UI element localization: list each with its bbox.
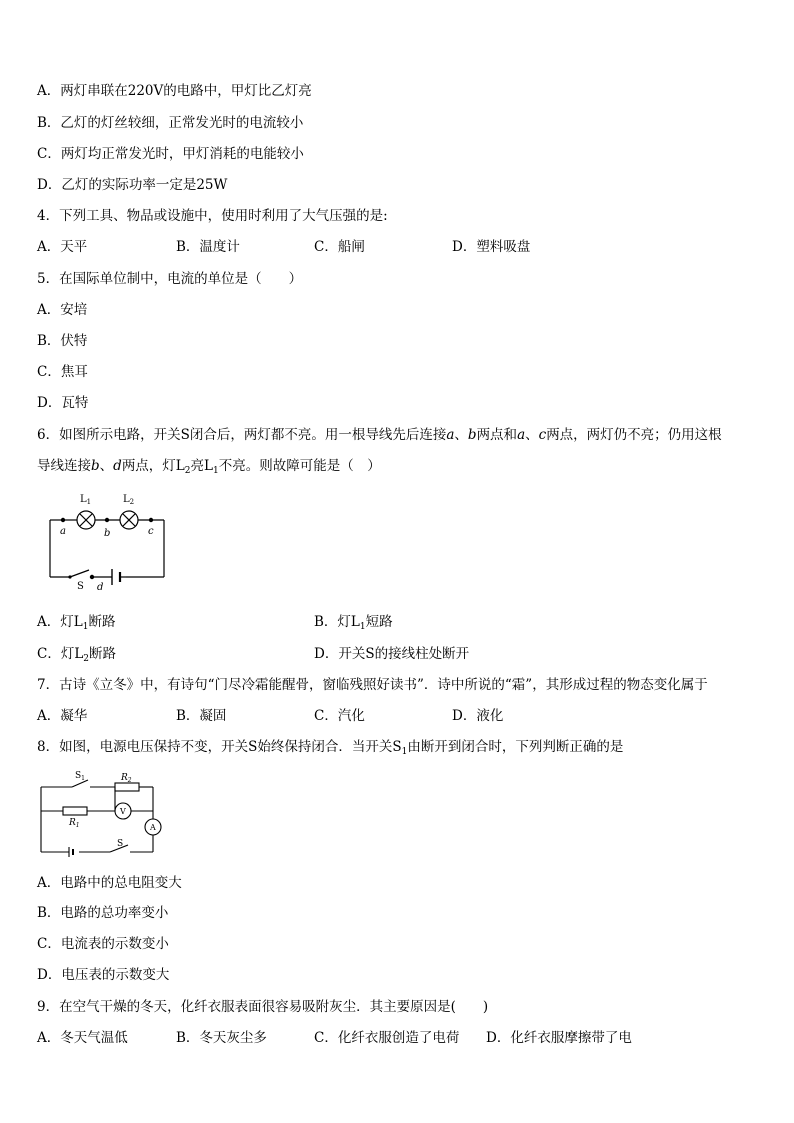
- q6-option-d: D．开关S的接线柱处断开: [314, 646, 470, 662]
- q3-option-d: D．乙灯的实际功率一定是25W: [37, 177, 228, 193]
- q8-option-d: D．电压表的示数变大: [37, 967, 170, 983]
- var-a: a: [517, 427, 526, 443]
- q7-option-c: C．汽化: [314, 708, 365, 724]
- q4-option-a: A．天平: [37, 239, 88, 255]
- q5-option-c: C．焦耳: [37, 364, 88, 380]
- q9-option-b: B．冬天灰尘多: [176, 1030, 267, 1046]
- q9-option-d: D．化纤衣服摩擦带了电: [486, 1030, 632, 1046]
- q6-option-c: C．灯$L_2$断路: [37, 646, 117, 664]
- var-b: b: [91, 458, 100, 474]
- q8-circuit-diagram: [36, 767, 166, 861]
- q9-stem: 9．在空气干燥的冬天，化纤衣服表面很容易吸附灰尘．其主要原因是( ): [37, 999, 489, 1015]
- node-a-dot: [61, 518, 65, 522]
- label-l1: $L_1$: [80, 494, 92, 506]
- q6-stem-line2: 导线连接b、d两点，灯$L_2$亮$L_1$不亮。则故障可能是（ ）: [37, 458, 381, 476]
- label-l2: $L_2$: [123, 494, 135, 506]
- node-b-dot: [105, 518, 109, 522]
- ammeter-label: A: [150, 823, 156, 832]
- q3-option-c: C．两灯均正常发光时，甲灯消耗的电能较小: [37, 146, 304, 162]
- q6-stem-line1: 6．如图所示电路，开关S闭合后，两灯都不亮。用一根导线先后连接a、b两点和a、c两点，两灯仍不亮；仍用这根: [37, 427, 722, 443]
- var-a: a: [446, 427, 455, 443]
- label-b: b: [104, 528, 111, 539]
- q5-stem: 5．在国际单位制中，电流的单位是（ ）: [37, 271, 303, 287]
- q8-option-a: A．电路中的总电阻变大: [37, 875, 182, 891]
- node-c-dot: [149, 518, 153, 522]
- q4-stem: 4．下列工具、物品或设施中，使用时利用了大气压强的是:: [37, 208, 388, 224]
- q8-option-b: B．电路的总功率变小: [37, 905, 169, 921]
- q9-option-a: A．冬天气温低: [37, 1030, 128, 1046]
- label-d: d: [97, 582, 104, 590]
- label-a: a: [60, 526, 66, 537]
- q6-circuit-diagram: [40, 488, 170, 590]
- var-b: b: [467, 427, 477, 443]
- label-s: S: [117, 839, 124, 849]
- q7-option-b: B．凝固: [176, 708, 227, 724]
- q4-option-b: B．温度计: [176, 239, 240, 255]
- q9-option-c: C．化纤衣服创造了电荷: [314, 1030, 460, 1046]
- var-d: d: [113, 458, 122, 474]
- label-c: c: [148, 526, 154, 537]
- label-s1: $S_1$: [75, 771, 85, 782]
- q5-option-d: D．瓦特: [37, 395, 89, 411]
- voltmeter-label: V: [120, 807, 126, 816]
- q5-option-a: A．安培: [37, 302, 88, 318]
- q7-option-d: D．液化: [452, 708, 504, 724]
- label-r2: $R_2$: [121, 773, 132, 784]
- q3-option-b: B．乙灯的灯丝较细，正常发光时的电流较小: [37, 115, 304, 131]
- label-s: S: [77, 581, 84, 590]
- q6-option-a: A．灯$L_1$断路: [37, 614, 116, 632]
- q8-option-c: C．电流表的示数变小: [37, 936, 169, 952]
- q6-option-b: B．灯$L_1$短路: [314, 614, 393, 632]
- q7-option-a: A．凝华: [37, 708, 88, 724]
- label-r1: $R_1$: [69, 818, 80, 829]
- q4-option-d: D．塑料吸盘: [452, 239, 531, 255]
- q3-option-a: A．两灯串联在220V的电路中，甲灯比乙灯亮: [37, 83, 312, 99]
- q7-stem: 7．古诗《立冬》中，有诗句“门尽冷霜能醒骨，窗临残照好读书”．诗中所说的“霜”，其形成过程的物态变化属于: [37, 677, 708, 693]
- q4-option-c: C．船闸: [314, 239, 365, 255]
- q5-option-b: B．伏特: [37, 333, 88, 349]
- node-d-dot: [90, 575, 94, 579]
- var-c: c: [538, 427, 547, 443]
- q8-stem: 8．如图，电源电压保持不变，开关S始终保持闭合．当开关$S_1$由断开到闭合时，下列判断正确的是: [37, 739, 624, 757]
